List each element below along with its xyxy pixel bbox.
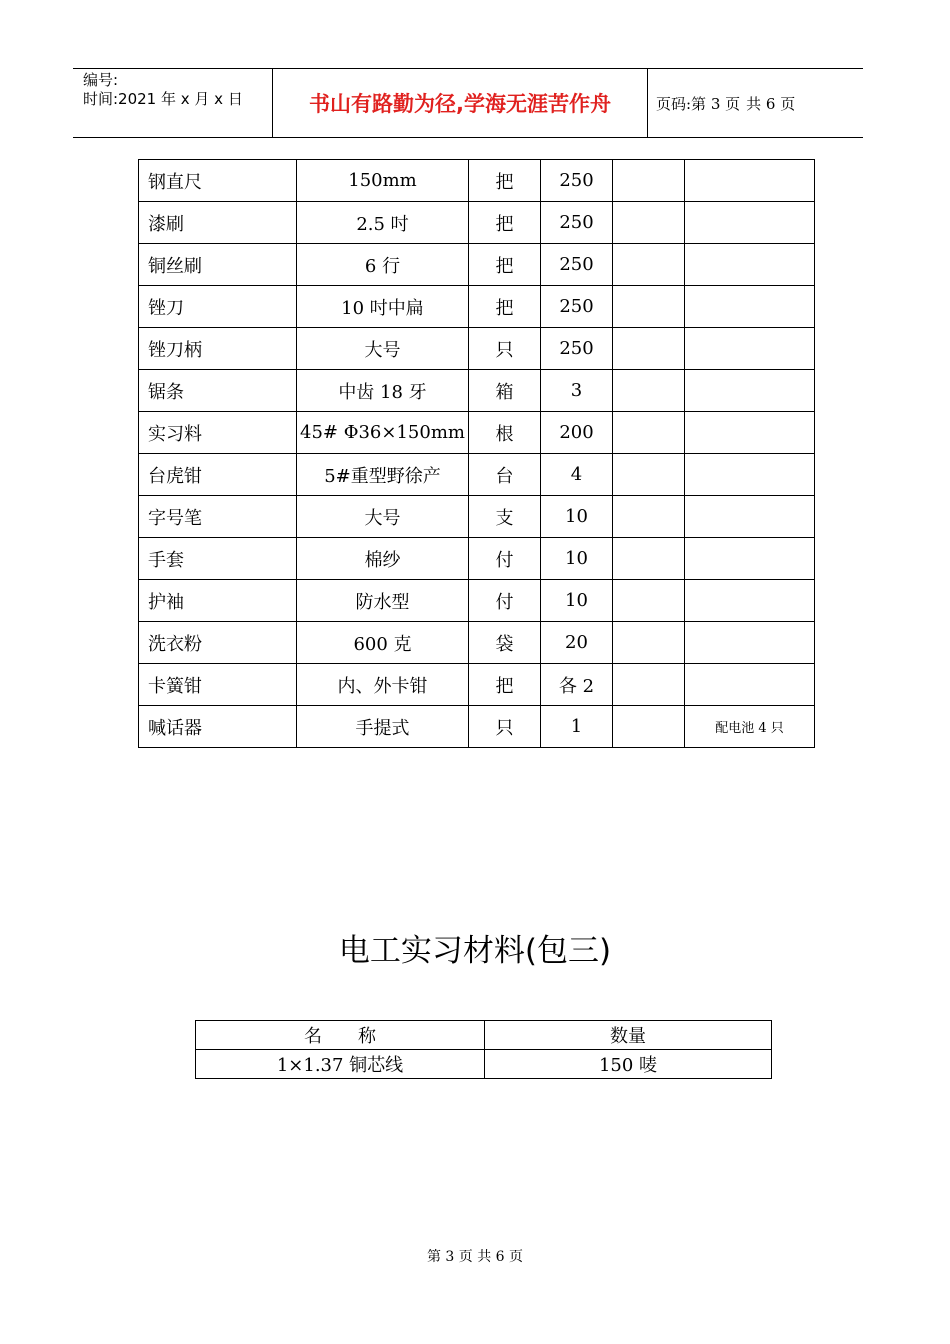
- item-name-cell: 锉刀柄: [139, 328, 297, 370]
- item-qty-cell: 20: [541, 622, 613, 664]
- item-spec-cell: 防水型: [297, 580, 469, 622]
- item-spec-cell: 大号: [297, 496, 469, 538]
- item-name-cell: 钢直尺: [139, 160, 297, 202]
- item-qty-cell: 3: [541, 370, 613, 412]
- item-unit-cell: 支: [469, 496, 541, 538]
- item-unit-cell: 付: [469, 580, 541, 622]
- item-qty-cell: 10: [541, 538, 613, 580]
- item-qty-cell: 1: [541, 706, 613, 748]
- item-qty-cell: 10: [541, 496, 613, 538]
- item-blank-cell: [613, 454, 685, 496]
- section-title: 电工实习材料(包三): [338, 933, 612, 969]
- table-row: [139, 412, 815, 454]
- id-label: 编号:: [83, 71, 119, 89]
- item-name-cell: 手套: [139, 538, 297, 580]
- page-total: 共 6 页: [746, 94, 796, 113]
- item-note-cell: [685, 244, 815, 286]
- item-blank-cell: [613, 622, 685, 664]
- item-spec-cell: 600 克: [297, 622, 469, 664]
- item-note-cell: [685, 286, 815, 328]
- item-name-cell: 喊话器: [139, 706, 297, 748]
- item-name-cell: 锉刀: [139, 286, 297, 328]
- item-name-cell: 实习料: [139, 412, 297, 454]
- item-unit-cell: 付: [469, 538, 541, 580]
- item-note-cell: [685, 202, 815, 244]
- item-spec-cell: 5#重型野徐产: [297, 454, 469, 496]
- item-blank-cell: [613, 412, 685, 454]
- table-row: [139, 244, 815, 286]
- item-blank-cell: [613, 664, 685, 706]
- item-note-cell: [685, 622, 815, 664]
- item-name-cell: 锯条: [139, 370, 297, 412]
- item-unit-cell: 把: [469, 244, 541, 286]
- item-spec-cell: 150mm: [297, 160, 469, 202]
- table-row: [139, 160, 815, 202]
- item-unit-cell: 袋: [469, 622, 541, 664]
- item-unit-cell: 箱: [469, 370, 541, 412]
- item-blank-cell: [613, 370, 685, 412]
- item-name-cell: 字号笔: [139, 496, 297, 538]
- materials-header-name: 名 称: [196, 1021, 485, 1050]
- item-note-cell: [685, 538, 815, 580]
- item-spec-cell: 10 吋中扁: [297, 286, 469, 328]
- table-row: [139, 706, 815, 748]
- item-name-cell: 台虎钳: [139, 454, 297, 496]
- page-number: 页码:第 3 页: [656, 94, 741, 113]
- page-header: [73, 68, 863, 138]
- item-blank-cell: [613, 580, 685, 622]
- tool-list-table: [138, 159, 815, 748]
- item-spec-cell: 内、外卡钳: [297, 664, 469, 706]
- table-row: [139, 538, 815, 580]
- item-spec-cell: 中齿 18 牙: [297, 370, 469, 412]
- page-footer: 第 3 页 共 6 页: [426, 1249, 524, 1265]
- table-row: [139, 496, 815, 538]
- item-qty-cell: 250: [541, 328, 613, 370]
- item-blank-cell: [613, 496, 685, 538]
- item-unit-cell: 把: [469, 286, 541, 328]
- table-row: [139, 202, 815, 244]
- item-blank-cell: [613, 706, 685, 748]
- header-page-info: [648, 69, 863, 137]
- item-qty-cell: 4: [541, 454, 613, 496]
- materials-header-qty: 数量: [485, 1021, 772, 1050]
- materials-row: [196, 1050, 772, 1079]
- materials-qty-cell: 150 唛: [485, 1050, 772, 1079]
- table-row: [139, 622, 815, 664]
- header-motto: 书山有路勤为径,学海无涯苦作舟: [273, 69, 648, 137]
- item-name-cell: 漆刷: [139, 202, 297, 244]
- item-qty-cell: 250: [541, 202, 613, 244]
- item-note-cell: [685, 160, 815, 202]
- materials-header-row: [196, 1021, 772, 1050]
- item-spec-cell: 棉纱: [297, 538, 469, 580]
- item-unit-cell: 把: [469, 664, 541, 706]
- item-unit-cell: 把: [469, 160, 541, 202]
- item-unit-cell: 只: [469, 328, 541, 370]
- item-note-cell: [685, 664, 815, 706]
- item-name-cell: 铜丝刷: [139, 244, 297, 286]
- header-meta: [73, 69, 273, 137]
- item-spec-cell: 6 行: [297, 244, 469, 286]
- item-qty-cell: 10: [541, 580, 613, 622]
- item-note-cell: [685, 412, 815, 454]
- item-qty-cell: 250: [541, 160, 613, 202]
- item-blank-cell: [613, 538, 685, 580]
- item-spec-cell: 2.5 吋: [297, 202, 469, 244]
- item-qty-cell: 各 2: [541, 664, 613, 706]
- item-blank-cell: [613, 286, 685, 328]
- item-note-cell: 配电池 4 只: [685, 706, 815, 748]
- item-blank-cell: [613, 202, 685, 244]
- item-note-cell: [685, 580, 815, 622]
- item-unit-cell: 把: [469, 202, 541, 244]
- table-row: [139, 328, 815, 370]
- item-note-cell: [685, 328, 815, 370]
- item-spec-cell: 45# Φ36×150mm: [297, 412, 469, 454]
- table-row: [139, 664, 815, 706]
- tool-list-body: [139, 160, 815, 748]
- item-spec-cell: 手提式: [297, 706, 469, 748]
- item-unit-cell: 只: [469, 706, 541, 748]
- item-name-cell: 护袖: [139, 580, 297, 622]
- item-blank-cell: [613, 328, 685, 370]
- time-label: 时间:2021 年 x 月 x 日: [83, 90, 243, 108]
- item-blank-cell: [613, 244, 685, 286]
- item-qty-cell: 250: [541, 286, 613, 328]
- item-note-cell: [685, 370, 815, 412]
- item-blank-cell: [613, 160, 685, 202]
- item-qty-cell: 200: [541, 412, 613, 454]
- table-row: [139, 580, 815, 622]
- table-row: [139, 454, 815, 496]
- item-name-cell: 卡簧钳: [139, 664, 297, 706]
- materials-name-cell: 1×1.37 铜芯线: [196, 1050, 485, 1079]
- materials-table: [195, 1020, 772, 1079]
- table-row: [139, 286, 815, 328]
- table-row: [139, 370, 815, 412]
- item-unit-cell: 根: [469, 412, 541, 454]
- item-note-cell: [685, 454, 815, 496]
- item-note-cell: [685, 496, 815, 538]
- item-unit-cell: 台: [469, 454, 541, 496]
- item-qty-cell: 250: [541, 244, 613, 286]
- item-name-cell: 洗衣粉: [139, 622, 297, 664]
- item-spec-cell: 大号: [297, 328, 469, 370]
